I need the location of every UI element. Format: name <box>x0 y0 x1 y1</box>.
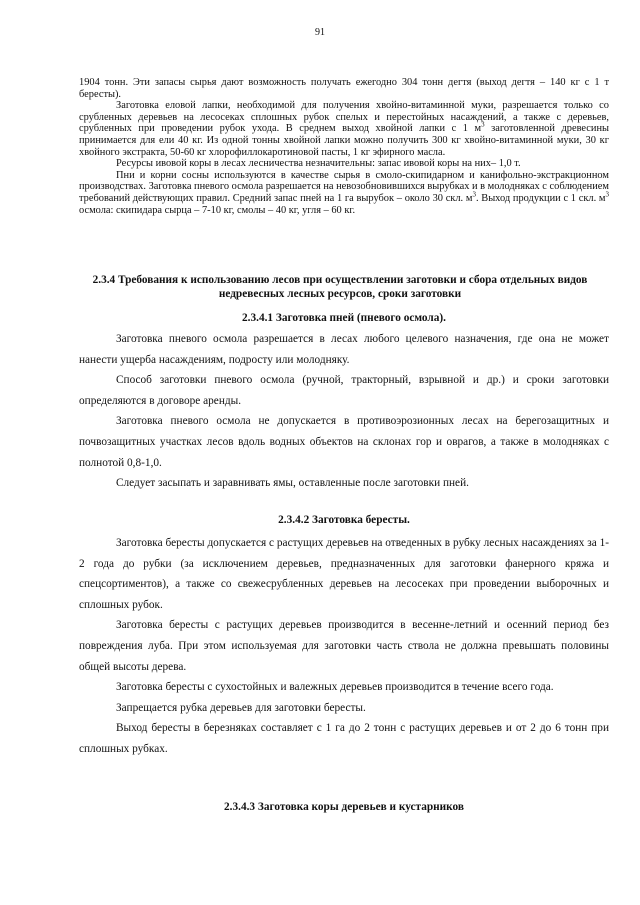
page-number: 91 <box>315 27 325 38</box>
intro-paragraph-3: Ресурсы ивовой коры в лесах лесничества незначительны: запас ивовой коры на них– 1,0 т. <box>116 158 521 170</box>
birch-bark-paragraph-4: Запрещается рубка деревьев для заготовки бересты. <box>116 701 366 714</box>
stumps-paragraph-4: Следует засыпать и заравнивать ямы, оставленные после заготовки пней. <box>116 477 469 490</box>
subsection-title-bark: 2.3.4.3 Заготовка коры деревьев и кустарников <box>224 801 464 813</box>
birch-bark-paragraph-5: Выход бересты в березняках составляет с 1 га до 2 тонн с растущих деревьев и от 2 до 6 тонн при сплошных рубках. <box>79 722 609 755</box>
intro-paragraph-1: 1904 тонн. Эти запасы сырья дают возможность получать ежегодно 304 тонн дегтя (выход дегтя – 140 кг с 1 т бересты). <box>79 77 609 100</box>
birch-bark-text-block <box>79 533 609 760</box>
subsection-title-birch-bark: 2.3.4.2 Заготовка бересты. <box>278 514 410 526</box>
subsection-title-stumps: 2.3.4.1 Заготовка пней (пневого осмола). <box>242 312 446 324</box>
stumps-paragraph-1: Заготовка пневого осмола разрешается в лесах любого целевого назначения, где она не может нанести ущерба насаждениям, подросту или молодняку. <box>79 333 609 366</box>
birch-bark-paragraph-2: Заготовка бересты с растущих деревьев производится в весенне-летний и осенний период без повреждения луба. При этом используемая для заготовки часть ствола не должна превышать половины общей высоты дерева. <box>79 619 609 673</box>
stumps-paragraph-2: Способ заготовки пневого осмола (ручной, тракторный, взрывной и др.) и сроки заготовки определяются в договоре аренды. <box>79 374 609 407</box>
intro-text-block <box>79 77 609 216</box>
birch-bark-paragraph-1: Заготовка бересты допускается с растущих деревьев на отведенных в рубку лесных насаждениях за 1-2 года до рубки (за исключением деревьев, предназначенных для заготовки фанерного кряжа и спецсортиментов), а также со свежесрубленных деревьев на лесосеках при проведении выборочных и сплошных рубок. <box>79 537 609 611</box>
intro-paragraph-2: Заготовка еловой лапки, необходимой для получения хвойно-витаминной муки, разрешается только со срубленных деревьев на лесосеках сплошных рубок спелых и перестойных насаждений, а также с деревьев, срубленных при проведении рубок ухода. В среднем выход хвойной лапки с 1 $м^3$ заготовленной древесины принимается для ели 40 кг. Из одной тонны хвойной лапки можно получить 300 кг хвойно-витаминной муки, 30 кг хвойного экстракта, 50-60 кг хлорофиллокаротиновой пасты, 1 кг эфирного масла. <box>79 100 610 158</box>
intro-paragraph-4: Пни и корни сосны используются в качестве сырья в смоло-скипидарном и канифольно-экстракционном производствах. Заготовка пневого осмола разрешается на невозобновившихся вырубках и в молодняках с соблюдением требований действующих правил. Средний запас пней на 1 га вырубок – около 30 скл. $м^3$. Выход продукции с 1 скл. $м^3$ осмола: скипидара сырца – 7-10 кг, смолы – 40 кг, угля – 60 кг. <box>79 169 609 216</box>
stumps-paragraph-3: Заготовка пневого осмола не допускается в противоэрозионных лесах на берегозащитных и почвозащитных участках лесов вдоль водных объектов на склонах гор и оврагов, а также в молодняках с полнотой 0,8-1,0. <box>79 415 609 469</box>
stumps-text-block <box>79 329 609 494</box>
section-heading: 2.3.4 Требования к использованию лесов при осуществлении заготовки и сбора отдельных видов недревесных лесных ресурсов, сроки заготовки <box>92 274 588 300</box>
birch-bark-paragraph-3: Заготовка бересты с сухостойных и валежных деревьев производится в течение всего года. <box>116 681 554 694</box>
